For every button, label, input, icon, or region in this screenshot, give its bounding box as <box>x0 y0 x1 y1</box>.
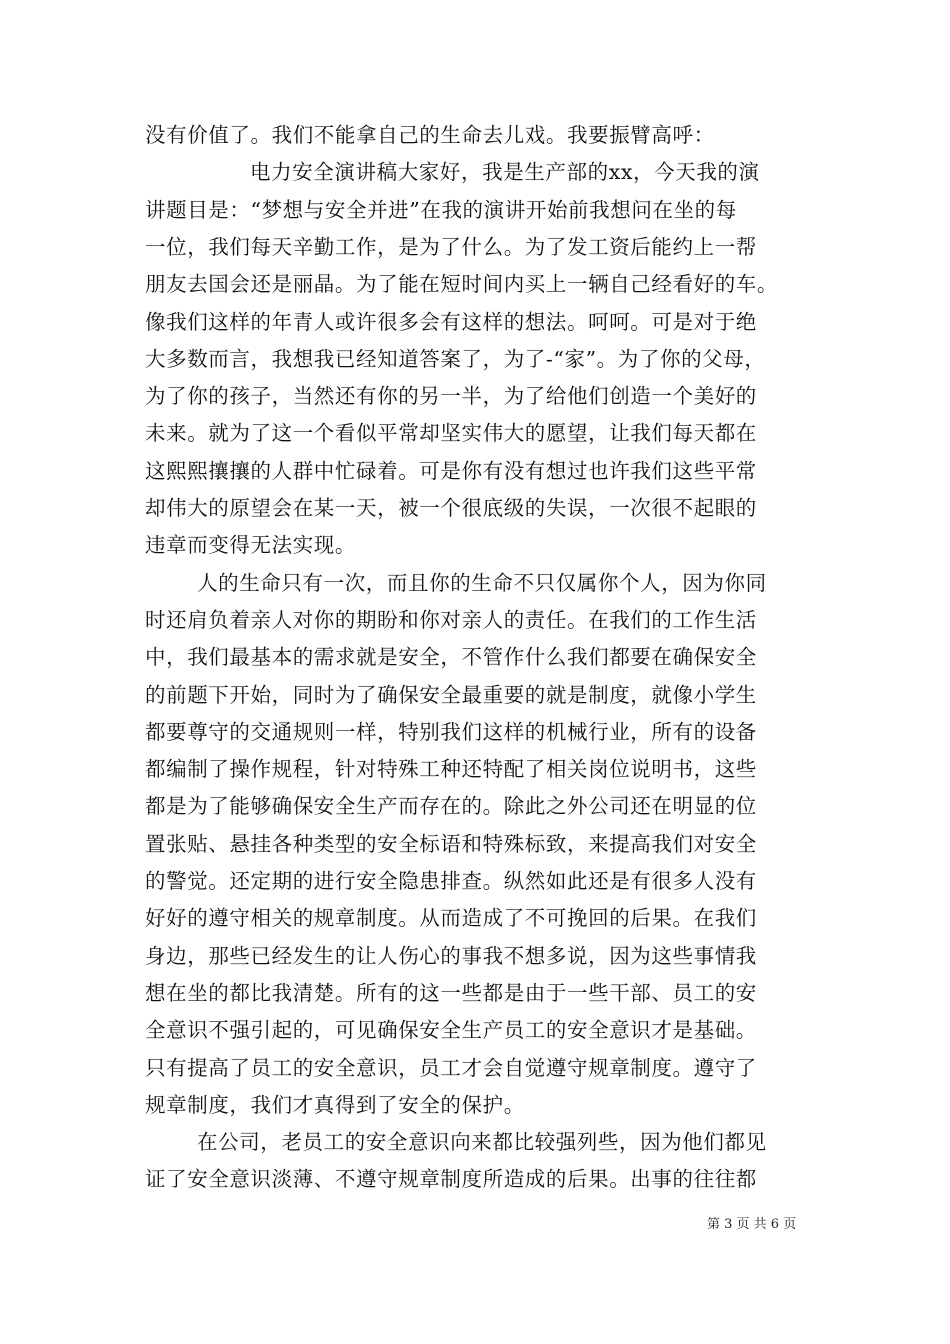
text-line: 都编制了操作规程，针对特殊工种还特配了相关岗位说明书，这些 <box>145 757 757 781</box>
text-line: 违章而变得无法实现。 <box>145 533 356 557</box>
text-line: 都要尊守的交通规则一样，特别我们这样的机械行业，所有的设备 <box>145 720 757 744</box>
text-line: 证了安全意识淡薄、不遵守规章制度所造成的后果。出事的往往都 <box>145 1167 757 1191</box>
text-line: 规章制度，我们才真得到了安全的保护。 <box>145 1093 525 1117</box>
text-line: 像我们这样的年青人或许很多会有这样的想法。呵呵。可是对于绝 <box>145 310 757 334</box>
text-line: 为了你的孩子，当然还有你的另一半，为了给他们创造一个美好的 <box>145 384 757 408</box>
text-line: 朋友去国会还是丽晶。为了能在短时间内买上一辆自己经看好的车。 <box>145 272 778 296</box>
text-line: 却伟大的原望会在某一天，被一个很底级的失误，一次很不起眼的 <box>145 496 757 520</box>
text-line: 一位，我们每天辛勤工作，是为了什么。为了发工资后能约上一帮 <box>145 235 757 259</box>
text-line: 好好的遵守相关的规章制度。从而造成了不可挽回的后果。在我们 <box>145 906 757 930</box>
text-line: 只有提高了员工的安全意识，员工才会自觉遵守规章制度。遵守了 <box>145 1056 757 1080</box>
text-line: 在公司，老员工的安全意识向来都比较强列些，因为他们都见 <box>197 1130 767 1154</box>
text-line: 的前题下开始，同时为了确保安全最重要的就是制度，就像小学生 <box>145 683 757 707</box>
text-line: 中，我们最基本的需求就是安全，不管作什么我们都要在确保安全 <box>145 645 757 669</box>
text-line: 的警觉。还定期的进行安全隐患排查。纵然如此还是有很多人没有 <box>145 869 757 893</box>
text-line: 想在坐的都比我清楚。所有的这一些都是由于一些干部、员工的安 <box>145 981 757 1005</box>
text-line: 身边，那些已经发生的让人伤心的事我不想多说，因为这些事情我 <box>145 944 757 968</box>
text-line: 没有价值了。我们不能拿自己的生命去儿戏。我要振臂高呼： <box>145 123 715 147</box>
text-line: 人的生命只有一次，而且你的生命不只仅属你个人，因为你同 <box>197 571 767 595</box>
text-line: 大多数而言，我想我已经知道答案了，为了-“家”。为了你的父母， <box>145 347 766 371</box>
text-line: 电力安全演讲稿大家好，我是生产部的xx，今天我的演 <box>250 160 760 184</box>
page-number-footer: 第 3 页 共 6 页 <box>707 1217 797 1232</box>
text-line: 未来。就为了这一个看似平常却坚实伟大的愿望，让我们每天都在 <box>145 421 757 445</box>
text-line: 时还肩负着亲人对你的期盼和你对亲人的责任。在我们的工作生活 <box>145 608 757 632</box>
text-line: 全意识不强引起的，可见确保安全生产员工的安全意识才是基础。 <box>145 1018 757 1042</box>
text-line: 置张贴、悬挂各种类型的安全标语和特殊标致，来提高我们对安全 <box>145 832 757 856</box>
text-line: 这熙熙攘攘的人群中忙碌着。可是你有没有想过也许我们这些平常 <box>145 459 757 483</box>
text-line: 讲题目是：“梦想与安全并进”在我的演讲开始前我想问在坐的每 <box>145 198 737 222</box>
text-line: 都是为了能够确保安全生产而存在的。除此之外公司还在明显的位 <box>145 794 757 818</box>
